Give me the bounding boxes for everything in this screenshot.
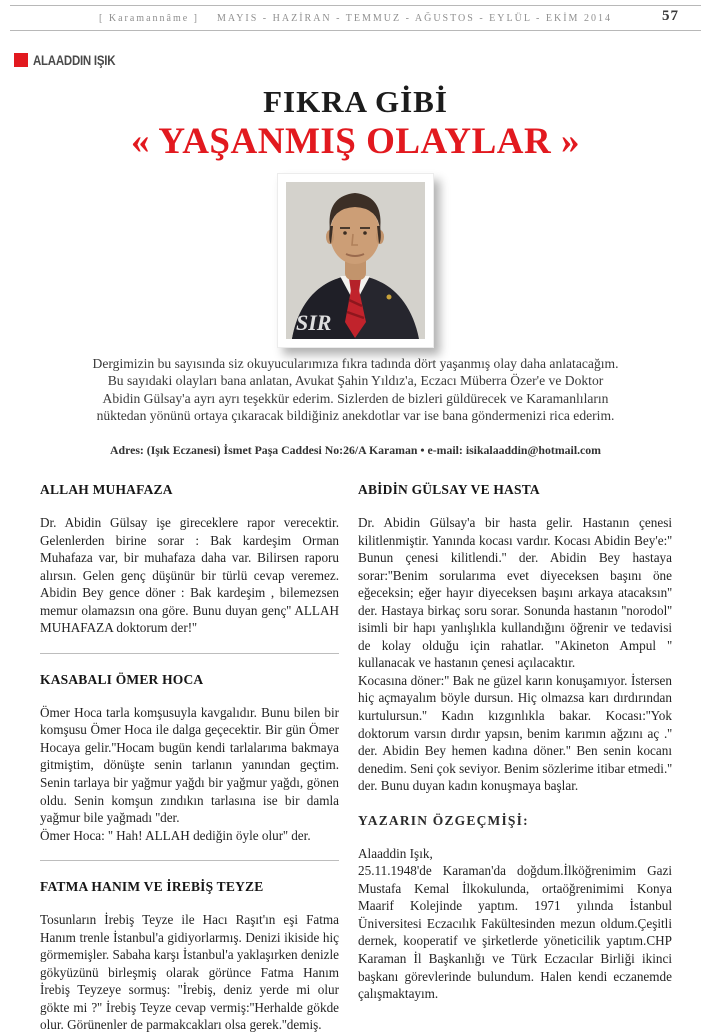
article-title-line1: FIKRA GİBİ (263, 84, 448, 119)
author-photo-wrap (0, 173, 711, 348)
journal-name: [ Karamannâme ] (99, 12, 199, 24)
address-line: Adres: (Işık Eczanesi) İsmet Paşa Caddesi No:26/A Karaman • e-mail: isikalaaddin@hotmail.com (109, 443, 602, 457)
section-paragraph: Ömer Hoca tarla komşusuyla kavgalıdır. Bunu bilen bir komşusu Ömer Hoca ile dalga geçecektir. Bir gün Ömer Hocaya gelir.''Hocam bugün kendi tarlalarıma bakmaya gitmiştim, dönüşte senin tarlanın yanından geçtim. Senin tarlaya bir yağmur yağdı bir yağmur yağdı, gönen oldu. Senin komşun zındıkın tarlasına ise bir damla yağmur bile yağmadı ''der. (40, 704, 340, 826)
section-body (358, 845, 672, 1003)
section-paragraph: 25.11.1948'de Karaman'da doğdum.İlköğrenimim Gazi Mustafa Kemal İlkokulunda, ortaöğrenimimi Konya Maarif Kolejinde yaptım. 1971 yılında İstanbul Üniversitesi Eczacılık Fakültesinden mezun oldum.Çeşitli dernek, kooperatif ve şirketlerde yöneticilik yaptım.CHP Karaman İl Başkanlığı ve Türk Eczacılar Birliği ikinci başkanı görevlerinde bulundum. Halen kendi eczanemde çalışmaktayım. (358, 863, 672, 1002)
section-heading: FATMA HANIM VE İREBİŞ TEYZE (40, 879, 264, 895)
article-section (40, 672, 339, 844)
page-number: 57 (658, 8, 683, 25)
article-section (40, 482, 339, 637)
article-section (40, 879, 339, 1034)
section-paragraph: Kocasına döner:'' Bak ne güzel karın konuşamıyor. İstersen hiç açmayalım böyle dursun. Hiç olmazsa karı dırdırından kurtulursun.'' Kadın kızgınlıkla bakar. Kocası:''Yok doktorum varsın dırdır yapsın, benim karımın ağzını aç .'' der. Abidin Bey hemen kadına döner.'' Ben senin kocanı denedim. Seni çok seviyor. Benim sözlerime itibar etmedi.'' der. Bunu duyan kadın konuşmaya başlar. (358, 672, 672, 794)
article-title-line2: « YAŞANMIŞ OLAYLAR » (131, 121, 580, 162)
section-heading: ABİDİN GÜLSAY VE HASTA (358, 482, 540, 497)
section-paragraph: Dr. Abidin Gülsay'a bir hasta gelir. Hastanın çenesi kilitlenmiştir. Yanında kocası vardır. Kocası Abidin Bey'e:'' Bunun çenesi kilitlendi.'' der. Abidin Bey hastaya sorar:''Benim sorularıma evet diyeceksen başını öne eğeceksin; eğer hayır diyeceksen başını arkaya atacaksın'' der. Hastaya birkaç soru sorar. Sonunda hastanın ''norodol'' isimli bir hapı yanlışlıkla kullandığını öğrenir ve tedavisi de kolay olduğu için rahatlar. ''Akineton Ampul '' kullanacak ve hastanın çenesi açılacaktır. (358, 515, 672, 671)
left-column (40, 482, 339, 1034)
article-section (358, 482, 672, 795)
section-body (40, 514, 339, 637)
author-name: ALAADDIN IŞIK (33, 52, 116, 68)
section-paragraph: Tosunların İrebiş Teyze ile Hacı Raşıt'ın eşi Fatma Hanım trenle İstanbul'a gidiyorlarmış. Denizi ikiside hiç görmemişler. Sabaha karşı İstanbul'a yaklaşırken denizle gökyüzünü birleşmiş olarak görünce Fatma Hanım İrebiş Teyzeye sormuş: ''İrebiş, deniz yerde mi olur gökte mi ?'' İrebiş Teyze cevap vermiş:''Herhalde gökde olur. Görünenler de parmakcakları olsa gerek.''demiş. (40, 912, 340, 1033)
right-column (358, 482, 672, 1034)
section-paragraph: Dr. Abidin Gülsay işe gireceklere rapor verecektir. Gelenlerden birine sorar : Bak kardeşim Orman Muhafaza var, bir muhafaza daha var. Bilirsen raporu alırsın. Gelen genç düşünür bir türlü cevap veremez. Abidin Bey gence döner : Bak kardeşim , bilemezsen memur olamazsın ona göre. Bunu duyan genç'' ALLAH MUHAFAZA doktorum der!'' (40, 515, 340, 636)
photo-watermark: SIR (296, 310, 332, 335)
red-square-bullet-icon (14, 53, 28, 67)
section-body (40, 911, 339, 1034)
section-body (40, 704, 339, 844)
section-separator (40, 653, 339, 654)
section-paragraph: Alaaddin Işık, (358, 845, 433, 861)
section-body (358, 514, 672, 795)
intro-paragraph: Dergimizin bu sayısında siz okuyucularımıza fıkra tadında dört yaşanmış olay daha anlatacağım. Bu sayıdaki olayları bana anlatan, Avukat Şahin Yıldız'a, Eczacı Müberra Özer'e ve Doktor Abidin Gülsay'a ayrı ayrı teşekkür ederim. Sizlerden de bizleri güldürecek ve Karamanlıların nüktedan yönünü ortaya çıkaracak bildiğiniz anekdotlar var ise bana göndermenizi rica ederim. (92, 356, 619, 423)
page-header (10, 5, 701, 31)
author-photo (277, 173, 434, 348)
article-section (358, 813, 672, 1003)
section-separator (40, 860, 339, 861)
article-columns (40, 482, 672, 1034)
portrait-illustration (286, 182, 425, 339)
section-heading: ALLAH MUHAFAZA (40, 482, 173, 497)
header-row (10, 6, 701, 30)
issue-months: MAYIS - HAZİRAN - TEMMUZ - AĞUSTOS - EYLÜL - EKİM 2014 (217, 12, 612, 24)
section-heading: KASABALI ÖMER HOCA (40, 671, 204, 687)
section-paragraph: Ömer Hoca: '' Hah! ALLAH dediğin öyle olur'' der. (40, 827, 311, 843)
section-heading: YAZARIN ÖZGEÇMİŞİ: (358, 812, 529, 828)
author-row (14, 52, 133, 68)
